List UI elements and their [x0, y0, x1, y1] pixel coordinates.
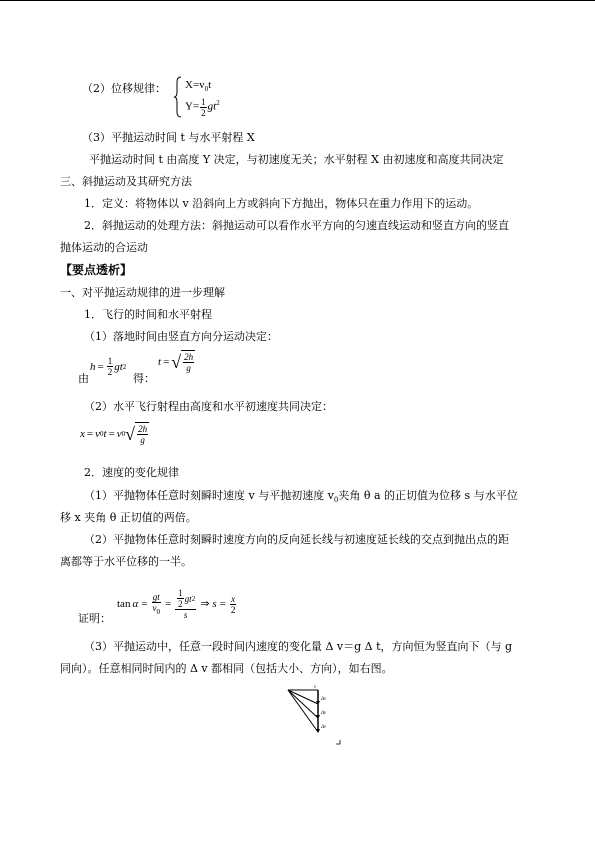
section3-title: 三、斜抛运动及其研究方法	[60, 175, 192, 188]
velocity1-line2: 移 x 夹角 θ 正切值的两倍。	[60, 511, 197, 524]
item3-title: （3）平抛运动时间 t 与水平射程 X	[82, 131, 255, 144]
page-top-border	[0, 0, 595, 1]
velocity-change-figure	[286, 682, 348, 754]
key-points-title: 【要点透析】	[60, 263, 133, 277]
velocity-vector-2	[288, 690, 318, 718]
displacement-x-formula: $X=v_0t$	[185, 79, 212, 94]
time-formula: t = √ $\frac{2h}{g}$	[158, 352, 194, 373]
figure-label-v: v	[314, 685, 317, 690]
delta-v-arrowhead-3	[316, 729, 320, 733]
velocity3-line2: 同向）。任意相同时间内的 Δ v 都相同（包括大小、方向），如右图。	[60, 662, 393, 675]
return-mark-icon	[336, 740, 340, 744]
definition-line: 1．定义：将物体以 v 沿斜向上方或斜向下方抛出，物体只在重力作用下的运动。	[84, 197, 479, 210]
word-you: 由	[78, 372, 89, 385]
figure-label-dv2: Δv	[321, 711, 327, 716]
height-formula: h = $\frac{1}{2}$ gt 2	[90, 356, 127, 377]
figure-label-dv1: Δv	[321, 697, 327, 702]
range-line: （2）水平飞行射程由高度和水平初速度共同决定：	[84, 400, 333, 413]
flight-title: 1．飞行的时间和水平射程	[84, 308, 212, 321]
proof-formula: tan α = $\frac{gt}{v_0}$ = $\frac{1}{2}$ gt 2 s ⇒ s = $\frac{x}{2}$	[117, 588, 236, 620]
item3-body: 平抛运动时间 t 由高度 Y 决定，与初速度无关；水平射程 X 由初速度和高度共同决定	[89, 153, 504, 166]
velocity2-line2: 离都等于水平位移的一半。	[60, 555, 192, 568]
section-a-title: 一、对平抛运动规律的进一步理解	[60, 286, 225, 299]
method-line-2: 抛体运动的合运动	[60, 241, 148, 254]
word-de: 得：	[133, 372, 155, 385]
velocity-vector-3	[288, 690, 318, 732]
velocity1-line1: （1）平抛物体任意时刻瞬时速度 v 与平抛初速度 $v_0$夹角 θ a 的正切值为位移 s 与水平位	[84, 489, 518, 505]
landing-time-line: （1）落地时间由竖直方向分运动决定：	[84, 330, 278, 343]
figure-label-dv3: Δv	[321, 725, 327, 730]
displacement-law-label: （2）位移规律：	[82, 82, 166, 95]
range-formula: x = v 0 t = v 0 √ $\frac{2h}{g}$	[80, 424, 148, 445]
velocity-title: 2．速度的变化规律	[84, 466, 179, 479]
displacement-y-formula: Y= $\frac{1}{2}$ $gt^2$	[185, 96, 220, 118]
velocity2-line1: （2）平抛物体任意时刻瞬时速度方向的反向延长线与初速度延长线的交点到抛出点的距	[84, 533, 509, 546]
brace-icon	[173, 76, 183, 118]
method-line-1: 2．斜抛运动的处理方法：斜抛运动可以看作水平方向的匀速直线运动和竖直方向的竖直	[84, 219, 509, 232]
proof-word: 证明：	[78, 612, 111, 625]
velocity3-line1: （3）平抛运动中，任意一段时间内速度的变化量 Δ v＝g Δ t，方向恒为竖直向下（与 g	[84, 640, 513, 653]
